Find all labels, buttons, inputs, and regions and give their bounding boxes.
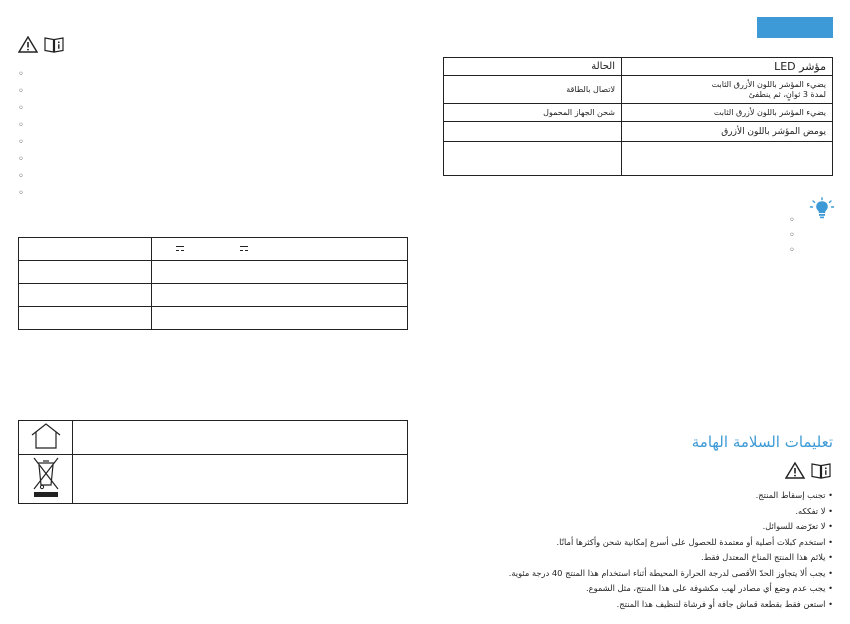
table-row [19, 421, 408, 455]
table-cell [19, 307, 152, 330]
manual-info-icon [44, 36, 64, 53]
table-row [19, 261, 408, 284]
house-icon [29, 422, 63, 450]
warning-triangle-icon [18, 36, 38, 53]
list-item: ◦ [18, 103, 24, 114]
lightbulb-tip-icon [809, 197, 835, 219]
list-item: • تجنب إسقاط المنتج. [755, 490, 833, 500]
table-cell [73, 421, 408, 455]
list-item: ◦ [18, 120, 24, 131]
list-item: • يجب ألا يتجاوز الحدّ الأقصى لدرجة الحرارة المحيطة أثناء استخدام هذا المنتج 40 درجة مئوية. [508, 567, 833, 578]
list-item: ◦ [18, 154, 24, 165]
table-row [19, 238, 408, 261]
list-item: • لا تعرّضه للسوائل. [762, 521, 833, 531]
table-row [444, 104, 833, 122]
list-item: • استخدم كبلات أصلية أو معتمدة للحصول على أسرع إمكانية شحن وأكثرها أمانًا. [556, 536, 833, 547]
warning-icons [785, 462, 831, 479]
status-cell: شحن الجهاز المحمول [444, 104, 622, 122]
header-led: مؤشر LED [622, 58, 833, 76]
led-status-table [443, 57, 833, 176]
spec-table [18, 237, 408, 330]
list-item: ◦ [789, 230, 795, 241]
table-cell [19, 284, 152, 307]
table-row [19, 307, 408, 330]
manual-info-icon [811, 462, 831, 479]
list-item: ◦ [18, 171, 24, 182]
status-cell [444, 122, 622, 142]
tip-bullet-list [789, 213, 795, 258]
list-item: • استعن فقط بقطعة قماش جافة أو فرشاة لتنظيف هذا المنتج. [616, 598, 833, 609]
status-cell: لاتصال بالطاقة [444, 76, 622, 104]
table-cell [152, 238, 408, 261]
list-item: ◦ [18, 137, 24, 148]
list-item: ◦ [789, 245, 795, 256]
table-cell [19, 421, 73, 455]
table-cell [19, 455, 73, 504]
list-item: ◦ [18, 188, 24, 199]
header-status: الحالة [444, 58, 622, 76]
table-row [444, 76, 833, 104]
list-item: • يلائم هذا المنتج المناخ المعتدل فقط. [700, 552, 833, 562]
list-item: ◦ [18, 69, 24, 80]
led-cell: يومض المؤشر باللون الأزرق [622, 122, 833, 142]
led-cell [622, 76, 833, 104]
warning-triangle-icon [785, 462, 805, 479]
dc-symbol-icon [176, 246, 184, 251]
table-cell [19, 261, 152, 284]
led-cell [622, 142, 833, 176]
dc-symbol-icon [240, 246, 248, 251]
table-row [19, 455, 408, 504]
table-cell [19, 238, 152, 261]
list-item: ◦ [18, 86, 24, 97]
table-cell [152, 307, 408, 330]
list-item: • يجب عدم وضع أي مصادر لهب مكشوفة على هذا المنتج، مثل الشموع. [585, 583, 833, 593]
warning-icons [18, 36, 64, 53]
list-item: ◦ [789, 215, 795, 226]
table-row [444, 142, 833, 176]
led-text-line: لمدة 3 ثوانٍ، ثم ينطفئ [748, 89, 826, 99]
table-cell [73, 455, 408, 504]
led-text-line: يضيء المؤشر باللون الأزرق الثابت [711, 79, 826, 89]
crossed-bin-icon [29, 455, 63, 499]
section-tab [757, 17, 833, 38]
list-item: • لا تفككه. [795, 505, 833, 516]
disposal-table [18, 420, 408, 504]
safety-list [413, 488, 833, 612]
table-cell [152, 261, 408, 284]
table-cell [152, 284, 408, 307]
led-cell: يضيء المؤشر باللون لأزرق الثابت [622, 104, 833, 122]
table-row [19, 284, 408, 307]
safety-title: تعليمات السلامة الهامة [691, 433, 833, 451]
left-bullet-list [18, 66, 24, 202]
table-row [444, 122, 833, 142]
status-cell [444, 142, 622, 176]
table-header-row [444, 58, 833, 76]
